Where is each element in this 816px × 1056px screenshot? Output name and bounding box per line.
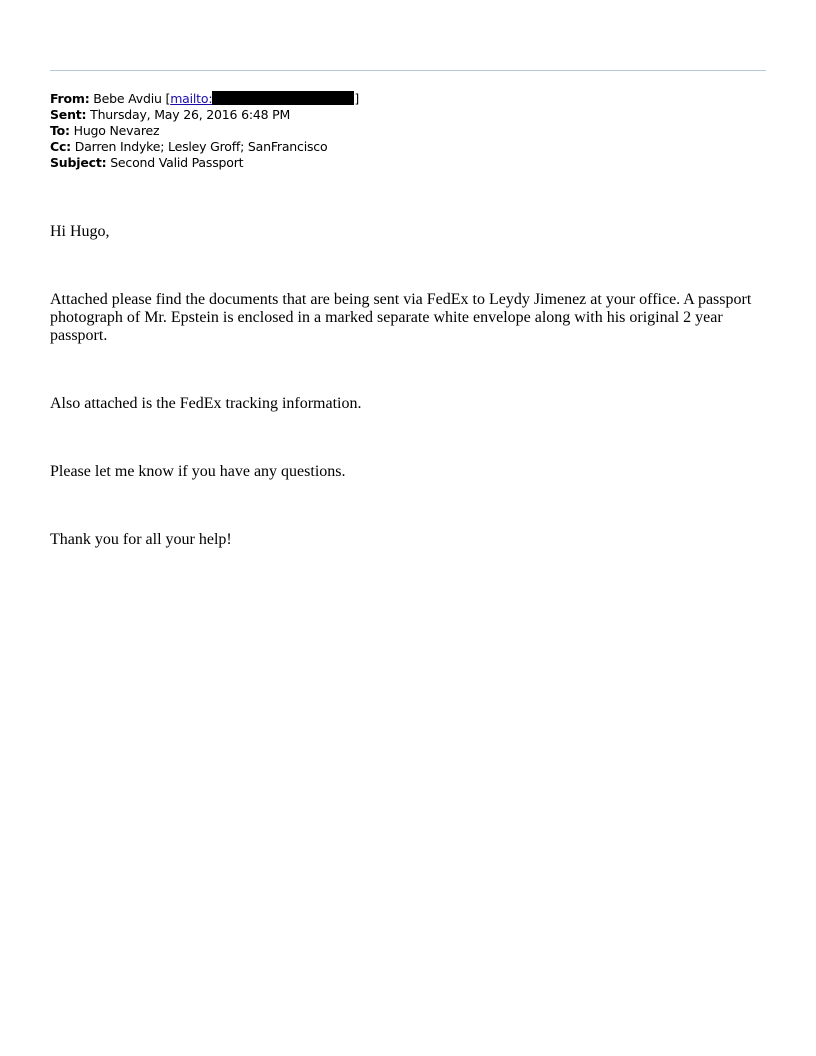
cc-line — [50, 139, 359, 155]
mailto-open-bracket: [ — [165, 91, 171, 106]
body-paragraph-tracking: Also attached is the FedEx tracking information. — [50, 395, 362, 412]
subject-label: Subject: — [50, 155, 107, 170]
redaction-box — [212, 91, 354, 105]
email-header — [50, 91, 359, 171]
to-label: To: — [50, 123, 70, 138]
sent-line — [50, 107, 359, 123]
cc-label: Cc: — [50, 139, 71, 154]
body-paragraph-questions: Please let me know if you have any questions. — [50, 463, 346, 480]
cc-value: Darren Indyke; Lesley Groff; SanFrancisco — [74, 139, 328, 154]
sent-label: Sent: — [50, 107, 87, 122]
body-paragraph-attachments: Attached please find the documents that are being sent via FedEx to Leydy Jimenez at your office. A passport photograph of Mr. Epstein is enclosed in a marked separate white envelope along with his original 2 year passport. — [50, 291, 752, 344]
closing: Thank you for all your help! — [50, 531, 232, 548]
mailto-close-bracket: ] — [354, 91, 360, 106]
mailto-link[interactable]: mailto: — [170, 91, 213, 106]
subject-line — [50, 155, 359, 171]
from-label: From: — [50, 91, 90, 106]
sent-value: Thursday, May 26, 2016 6:48 PM — [90, 107, 291, 122]
greeting: Hi Hugo, — [50, 223, 110, 240]
to-line — [50, 123, 359, 139]
header-divider — [50, 70, 766, 71]
to-value: Hugo Nevarez — [73, 123, 160, 138]
from-line — [50, 91, 359, 107]
subject-value: Second Valid Passport — [110, 155, 244, 170]
from-value: Bebe Avdiu — [93, 91, 162, 106]
